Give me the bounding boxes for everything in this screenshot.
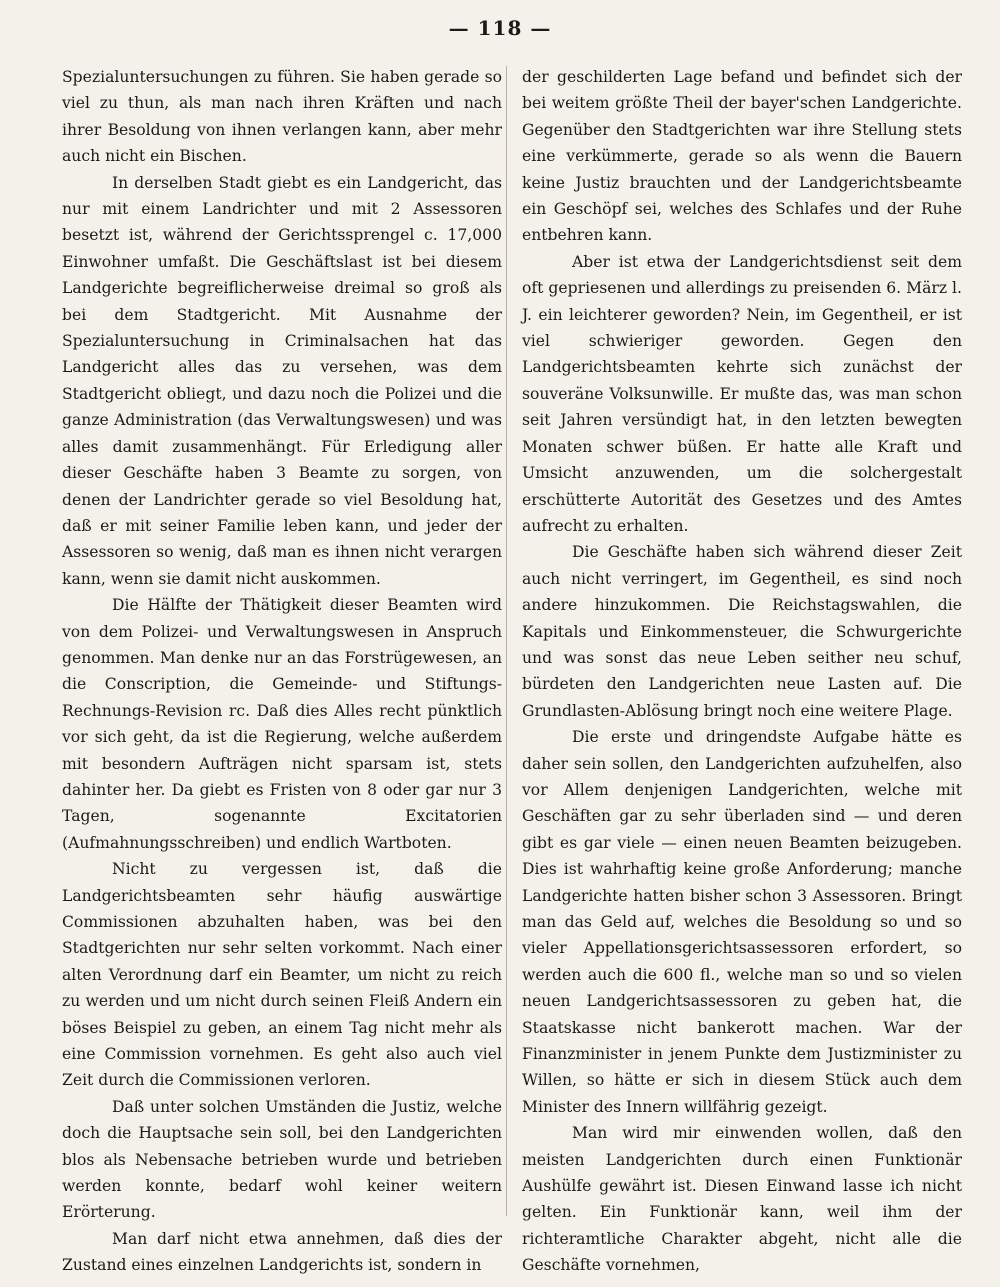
paragraph: In derselben Stadt giebt es ein Landgericht, das nur mit einem Landrichter und mit 2 Assessoren besetzt ist, während der Gerichtssprengel c. 17,000 Einwohner umfaßt. Die Geschäftslast ist bei diesem Landgerichte begreiflicherweise dreimal so groß als bei dem Stadtgericht. Mit Ausnahme der Spezialuntersuchung in Criminalsachen hat das Landgericht alles das zu versehen, was dem Stadtgericht obliegt, und dazu noch die Polizei und die ganze Administration (das Verwaltungswesen) und was alles damit zusammenhängt. Für Erledigung aller dieser Geschäfte haben 3 Beamte zu sorgen, von denen der Landrichter gerade so viel Besoldung hat, daß er mit seiner Familie leben kann, und jeder der Assessoren so wenig, daß man es ihnen nicht verargen kann, wenn sie damit nicht auskommen.	[62, 173, 502, 588]
paragraph: Man wird mir einwenden wollen, daß den meisten Landgerichten durch einen Funktionär Aushülfe gewährt ist. Diesen Einwand lasse ich nicht gelten. Ein Funktionär kann, weil ihm der richteramtliche Charakter abgeht, nicht alle die Geschäfte vornehmen,	[522, 1124, 962, 1275]
paragraph: Aber ist etwa der Landgerichtsdienst seit dem oft gepriesenen und allerdings zu preisenden 6. März l. J. ein leichterer geworden? Nein, im Gegentheil, er ist viel schwieriger geworden. Gegen den Landgerichtsbeamten kehrte sich zunächst der souveräne Volksunwille. Er mußte das, was man schon seit Jahren versündigt hat, in den letzten bewegten Monaten schwer büßen. Er hatte alle Kraft und Umsicht anzuwenden, um die solchergestalt erschütterte Autorität des Gesetzes und des Amtes aufrecht zu erhalten.	[522, 252, 962, 535]
paragraph: Nicht zu vergessen ist, daß die Landgerichtsbeamten sehr häufig auswärtige Commissionen abzuhalten haben, was bei den Stadtgerichten nur sehr selten vorkommt. Nach einer alten Verordnung darf ein Beamter, um nicht zu reich zu werden und um nicht durch seinen Fleiß Andern ein böses Beispiel zu geben, an einem Tag nicht mehr als eine Commission vornehmen. Es geht also auch viel Zeit durch die Commissionen verloren.	[62, 860, 502, 1090]
paragraph: der geschilderten Lage befand und befindet sich der bei weitem größte Theil der bayer'schen Landgerichte. Gegenüber den Stadtgerichten war ihre Stellung stets eine verkümmerte, gerade so als wenn die Bauern keine Justiz brauchten und der Landgerichtsbeamte ein Geschöpf sei, welches des Schlafes und der Ruhe entbehren kann.	[522, 68, 962, 245]
paragraph: Die Geschäfte haben sich während dieser Zeit auch nicht verringert, im Gegentheil, es sind noch andere hinzukommen. Die Reichstagswahlen, die Kapitals und Einkommensteuer, die Schwurgerichte und was sonst das neue Leben seither neu schuf, bürdeten den Landgerichten neue Lasten auf. Die Grundlasten-Ablösung bringt noch eine weitere Plage.	[522, 543, 962, 720]
column-divider	[506, 66, 507, 1216]
paragraph: Die erste und dringendste Aufgabe hätte es daher sein sollen, den Landgerichten aufzuhelfen, also vor Allem denjenigen Landgerichten, welche mit Geschäften gar zu sehr überladen sind — und deren gibt es gar viele — einen neuen Beamten beizugeben. Dies ist wahrhaftig keine große Anforderung; manche Landgerichte hatten bisher schon 3 Assessoren. Bringt man das Geld auf, welches die Besoldung so und so vieler Appellationsgerichtsassessoren erfordert, so werden auch die 600 fl., welche man so und so vielen neuen Landgerichtsassessoren zu geben hat, die Staatskasse nicht bankerott machen. War der Finanzminister in jenem Punkte dem Justizminister zu Willen, so hätte er sich in diesem Stück auch dem Minister des Innern willfährig gezeigt.	[522, 728, 962, 1116]
page-number: — 118 —	[448, 16, 552, 40]
paragraph: Spezialuntersuchungen zu führen. Sie haben gerade so viel zu thun, als man nach ihren Kräften und nach ihrer Besoldung von ihnen verlangen kann, aber mehr auch nicht ein Bischen.	[62, 68, 502, 166]
left-column	[62, 64, 502, 1279]
paragraph: Man darf nicht etwa annehmen, daß dies der Zustand eines einzelnen Landgerichts ist, sondern in	[62, 1229, 502, 1275]
paragraph: Daß unter solchen Umständen die Justiz, welche doch die Hauptsache sein soll, bei den Landgerichten blos als Nebensache betrieben wurde und betrieben werden konnte, bedarf wohl keiner weitern Erörterung.	[62, 1097, 502, 1222]
right-column	[522, 64, 962, 1279]
paragraph: Die Hälfte der Thätigkeit dieser Beamten wird von dem Polizei- und Verwaltungswesen in Anspruch genommen. Man denke nur an das Forstrügewesen, an die Conscription, die Gemeinde- und Stiftungs-Rechnungs-Revision rc. Daß dies Alles recht pünktlich vor sich geht, da ist die Regierung, welche außerdem mit besondern Aufträgen nicht sparsam ist, stets dahinter her. Da giebt es Fristen von 8 oder gar nur 3 Tagen, sogenannte Excitatorien (Aufmahnungsschreiben) und endlich Wartboten.	[62, 596, 502, 852]
